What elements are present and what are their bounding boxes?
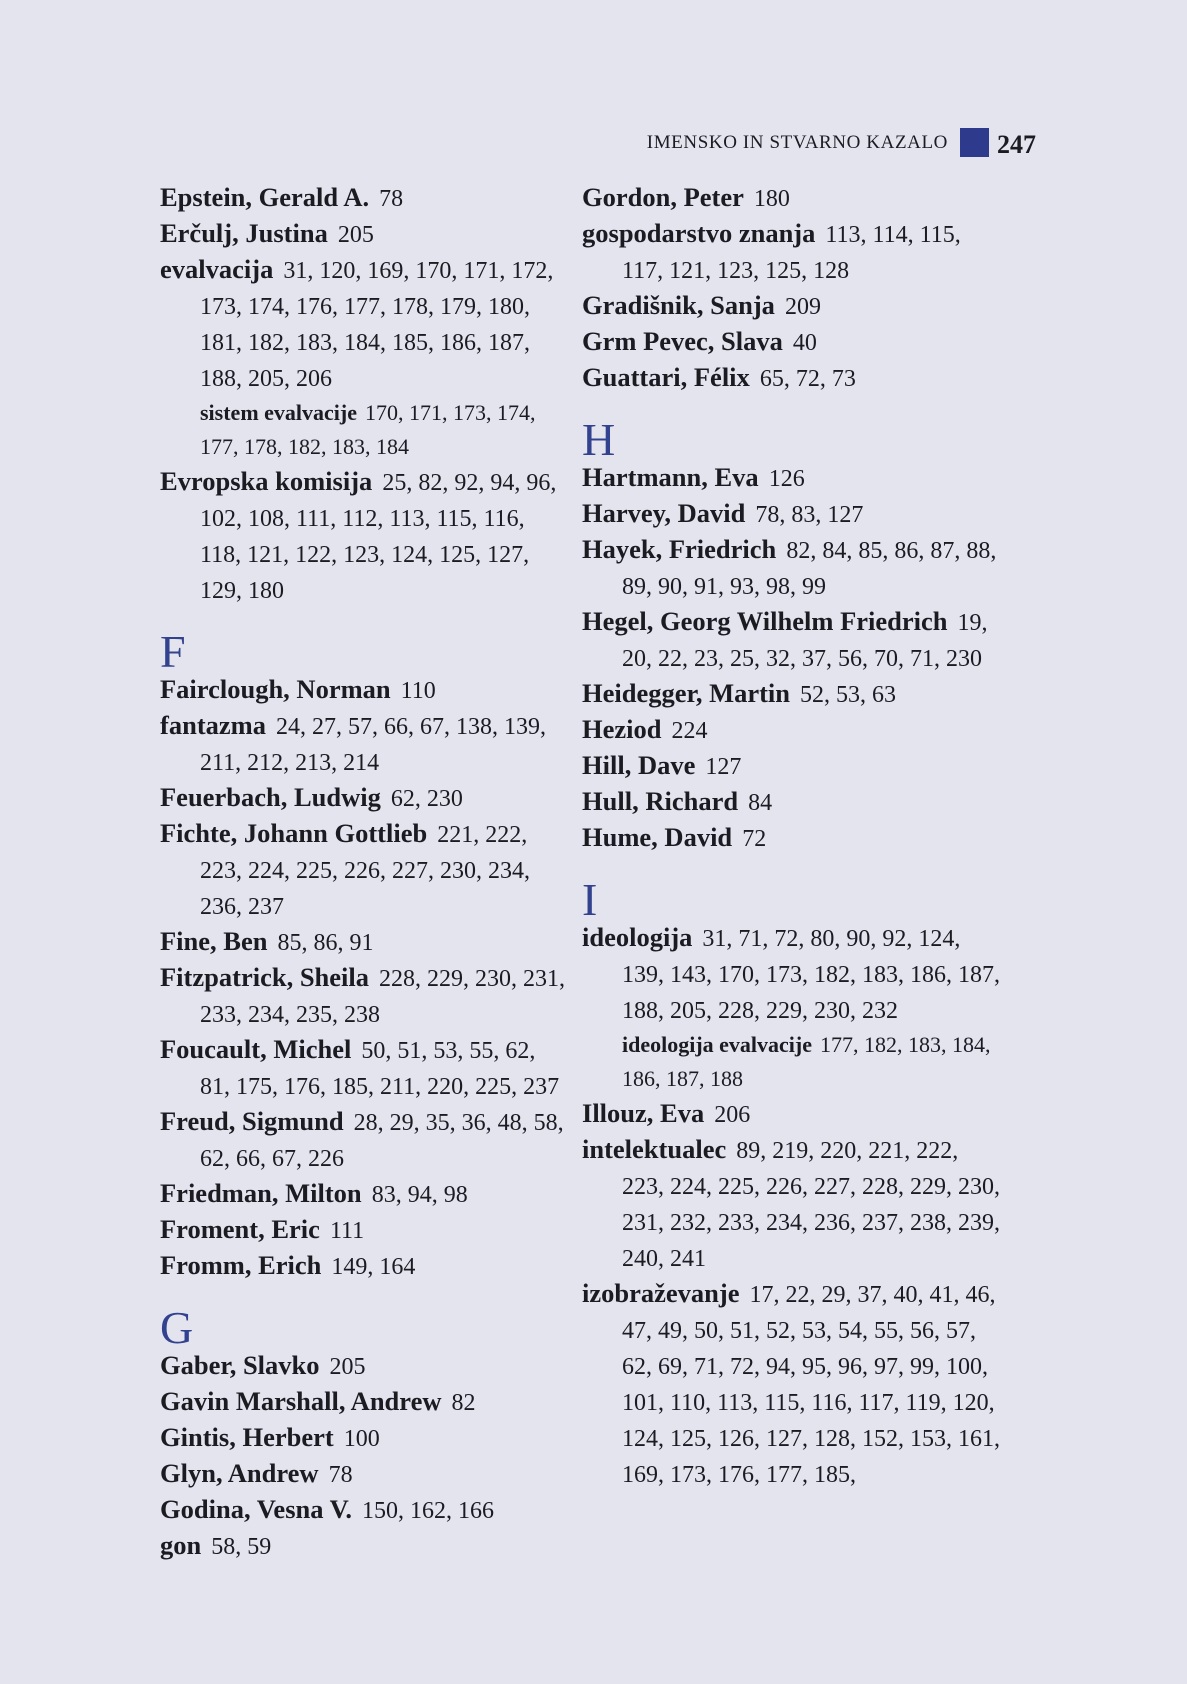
index-term: gon xyxy=(160,1530,202,1560)
index-term: Froment, Eric xyxy=(160,1214,320,1244)
index-page-refs: 209 xyxy=(784,294,821,320)
running-title: IMENSKO IN STVARNO KAZALO xyxy=(646,132,948,153)
index-entry xyxy=(582,496,1002,532)
index-page-refs: 24, 27, 57, 66, 67, 138, 139, 211, 212, 213, 214 xyxy=(200,714,546,776)
index-term: evalvacija xyxy=(160,254,274,284)
index-page-refs: 110 xyxy=(400,678,436,704)
index-term: ideologija xyxy=(582,922,693,952)
index-term: Hume, David xyxy=(582,822,733,852)
index-page-refs: 206 xyxy=(714,1102,751,1128)
index-entry xyxy=(160,216,570,252)
index-entry xyxy=(160,1384,570,1420)
index-page-refs: 84 xyxy=(748,790,773,816)
index-page-refs: 180 xyxy=(753,186,790,212)
index-page-refs: 50, 51, 53, 55, 62, 81, 175, 176, 185, 211, 220, 225, 237 xyxy=(200,1038,560,1100)
index-entry xyxy=(582,360,1002,396)
index-page-refs: 205 xyxy=(329,1354,366,1380)
index-section-letter: I xyxy=(582,874,598,925)
index-term: Heziod xyxy=(582,714,662,744)
index-entry xyxy=(160,180,570,216)
index-entry xyxy=(160,1248,570,1284)
index-section-letter: H xyxy=(582,414,616,465)
index-term: Hartmann, Eva xyxy=(582,462,759,492)
index-term: Hayek, Friedrich xyxy=(582,534,777,564)
index-entry xyxy=(160,252,570,396)
index-page-refs: 31, 120, 169, 170, 171, 172, 173, 174, 176, 177, 178, 179, 180, 181, 182, 183, 184, 185, 186, 187, 188, 205, 206 xyxy=(200,258,554,392)
index-page-refs: 65, 72, 73 xyxy=(759,366,856,392)
index-term: Fichte, Johann Gottlieb xyxy=(160,818,428,848)
index-term: Heidegger, Martin xyxy=(582,678,791,708)
index-entry xyxy=(582,784,1002,820)
index-page-refs: 149, 164 xyxy=(331,1254,416,1280)
index-page-refs: 177, 182, 183, 184, 186, 187, 188 xyxy=(622,1032,991,1091)
index-entry xyxy=(160,1176,570,1212)
index-entry xyxy=(582,748,1002,784)
index-page-refs: 72 xyxy=(742,826,767,852)
index-entry xyxy=(160,1348,570,1384)
index-entry xyxy=(160,1420,570,1456)
index-entry xyxy=(582,1096,1002,1132)
index-term: Fromm, Erich xyxy=(160,1250,322,1280)
page-number: 247 xyxy=(997,130,1036,159)
index-entry xyxy=(582,1276,1002,1492)
index-entry xyxy=(160,1492,570,1528)
index-entry xyxy=(582,288,1002,324)
index-page-refs: 82, 84, 85, 86, 87, 88, 89, 90, 91, 93, 98, 99 xyxy=(622,538,997,600)
index-term: Hill, Dave xyxy=(582,750,696,780)
index-term: Fine, Ben xyxy=(160,926,268,956)
index-term: sistem evalvacije xyxy=(200,400,357,425)
index-page-refs: 78, 83, 127 xyxy=(755,502,864,528)
index-subentry xyxy=(582,1028,1002,1096)
index-entry xyxy=(582,920,1002,1028)
index-page-refs: 82 xyxy=(451,1390,476,1416)
index-entry xyxy=(160,816,570,924)
index-page-refs: 170, 171, 173, 174, 177, 178, 182, 183, 184 xyxy=(200,400,536,459)
index-page-refs: 62, 230 xyxy=(390,786,463,812)
index-term: fantazma xyxy=(160,710,266,740)
index-page-refs: 31, 71, 72, 80, 90, 92, 124, 139, 143, 170, 173, 182, 183, 186, 187, 188, 205, 228, 229, 230, 232 xyxy=(622,926,1000,1024)
index-entry xyxy=(160,464,570,608)
index-page-refs: 100 xyxy=(343,1426,380,1452)
header-square-mark xyxy=(960,128,989,157)
index-entry xyxy=(160,1032,570,1104)
index-entry xyxy=(582,324,1002,360)
index-entry xyxy=(160,960,570,1032)
index-term: Harvey, David xyxy=(582,498,746,528)
index-page-refs: 228, 229, 230, 231, 233, 234, 235, 238 xyxy=(200,966,566,1028)
index-page-refs: 17, 22, 29, 37, 40, 41, 46, 47, 49, 50, 51, 52, 53, 54, 55, 56, 57, 62, 69, 71, 72, 94, 95, 96, 97, 99, 100, 101, 110, 113, 115, 116, 117, 119, 120, 124, 125, 126, 127, 128, 152, 153, 161, 169, 173, 176, 177, 185, xyxy=(622,1282,1000,1488)
index-page-refs: 78 xyxy=(328,1462,353,1488)
index-term: Gordon, Peter xyxy=(582,182,744,212)
index-entry xyxy=(582,1132,1002,1276)
index-page-refs: 150, 162, 166 xyxy=(361,1498,494,1524)
index-term: Friedman, Milton xyxy=(160,1178,362,1208)
index-term: Grm Pevec, Slava xyxy=(582,326,783,356)
index-entry xyxy=(582,676,1002,712)
index-page-refs: 78 xyxy=(379,186,404,212)
index-entry xyxy=(582,180,1002,216)
index-entry xyxy=(160,780,570,816)
index-page-refs: 28, 29, 35, 36, 48, 58, 62, 66, 67, 226 xyxy=(200,1110,564,1172)
index-term: Evropska komisija xyxy=(160,466,373,496)
index-term: Gradišnik, Sanja xyxy=(582,290,775,320)
index-page-refs: 126 xyxy=(768,466,805,492)
index-term: Glyn, Andrew xyxy=(160,1458,319,1488)
index-term: Guattari, Félix xyxy=(582,362,750,392)
index-term: Freud, Sigmund xyxy=(160,1106,344,1136)
index-subentry xyxy=(160,396,570,464)
index-entry xyxy=(160,1528,570,1564)
index-entry xyxy=(582,820,1002,856)
index-page-refs: 221, 222, 223, 224, 225, 226, 227, 230, 234, 236, 237 xyxy=(200,822,530,920)
index-term: izobraževanje xyxy=(582,1278,740,1308)
index-entry xyxy=(582,532,1002,604)
index-term: ideologija evalvacije xyxy=(622,1032,813,1057)
index-entry xyxy=(582,712,1002,748)
index-entry xyxy=(160,672,570,708)
index-entry xyxy=(582,460,1002,496)
index-page-refs: 127 xyxy=(705,754,742,780)
index-page-refs: 52, 53, 63 xyxy=(800,682,897,708)
index-term: Gintis, Herbert xyxy=(160,1422,334,1452)
index-entry xyxy=(160,1104,570,1176)
index-term: Fitzpatrick, Sheila xyxy=(160,962,370,992)
index-term: Epstein, Gerald A. xyxy=(160,182,370,212)
index-term: Feuerbach, Ludwig xyxy=(160,782,381,812)
index-term: Hegel, Georg Wilhelm Friedrich xyxy=(582,606,948,636)
index-page-refs: 89, 219, 220, 221, 222, 223, 224, 225, 226, 227, 228, 229, 230, 231, 232, 233, 234, 236, 237, 238, 239, 240, 241 xyxy=(622,1138,1000,1272)
index-page-refs: 224 xyxy=(671,718,708,744)
index-term: Erčulj, Justina xyxy=(160,218,328,248)
index-entry xyxy=(160,1456,570,1492)
index-entry xyxy=(160,924,570,960)
index-entry xyxy=(582,604,1002,676)
index-column-right xyxy=(582,180,1002,1492)
index-term: Godina, Vesna V. xyxy=(160,1494,352,1524)
running-header xyxy=(620,128,1040,160)
index-page-refs: 111 xyxy=(329,1218,365,1244)
index-entry xyxy=(160,1212,570,1248)
index-column-left xyxy=(160,180,570,1564)
index-term: gospodarstvo znanja xyxy=(582,218,816,248)
index-term: Gavin Marshall, Andrew xyxy=(160,1386,442,1416)
index-term: Gaber, Slavko xyxy=(160,1350,320,1380)
index-page-refs: 85, 86, 91 xyxy=(277,930,374,956)
index-page-refs: 205 xyxy=(337,222,374,248)
index-page-refs: 19, 20, 22, 23, 25, 32, 37, 56, 70, 71, 230 xyxy=(622,610,988,672)
index-page-refs: 40 xyxy=(792,330,817,356)
index-entry xyxy=(160,708,570,780)
index-page-refs: 58, 59 xyxy=(211,1534,272,1560)
index-term: Hull, Richard xyxy=(582,786,739,816)
index-term: intelektualec xyxy=(582,1134,727,1164)
index-section-letter: G xyxy=(160,1302,194,1353)
index-page-refs: 25, 82, 92, 94, 96, 102, 108, 111, 112, 113, 115, 116, 118, 121, 122, 123, 124, 125, 127, 129, 180 xyxy=(200,470,557,604)
index-page-refs: 113, 114, 115, 117, 121, 123, 125, 128 xyxy=(622,222,961,284)
index-term: Foucault, Michel xyxy=(160,1034,352,1064)
index-term: Fairclough, Norman xyxy=(160,674,391,704)
index-entry xyxy=(582,216,1002,288)
index-section-letter: F xyxy=(160,626,186,677)
index-term: Illouz, Eva xyxy=(582,1098,705,1128)
index-page-refs: 83, 94, 98 xyxy=(371,1182,468,1208)
